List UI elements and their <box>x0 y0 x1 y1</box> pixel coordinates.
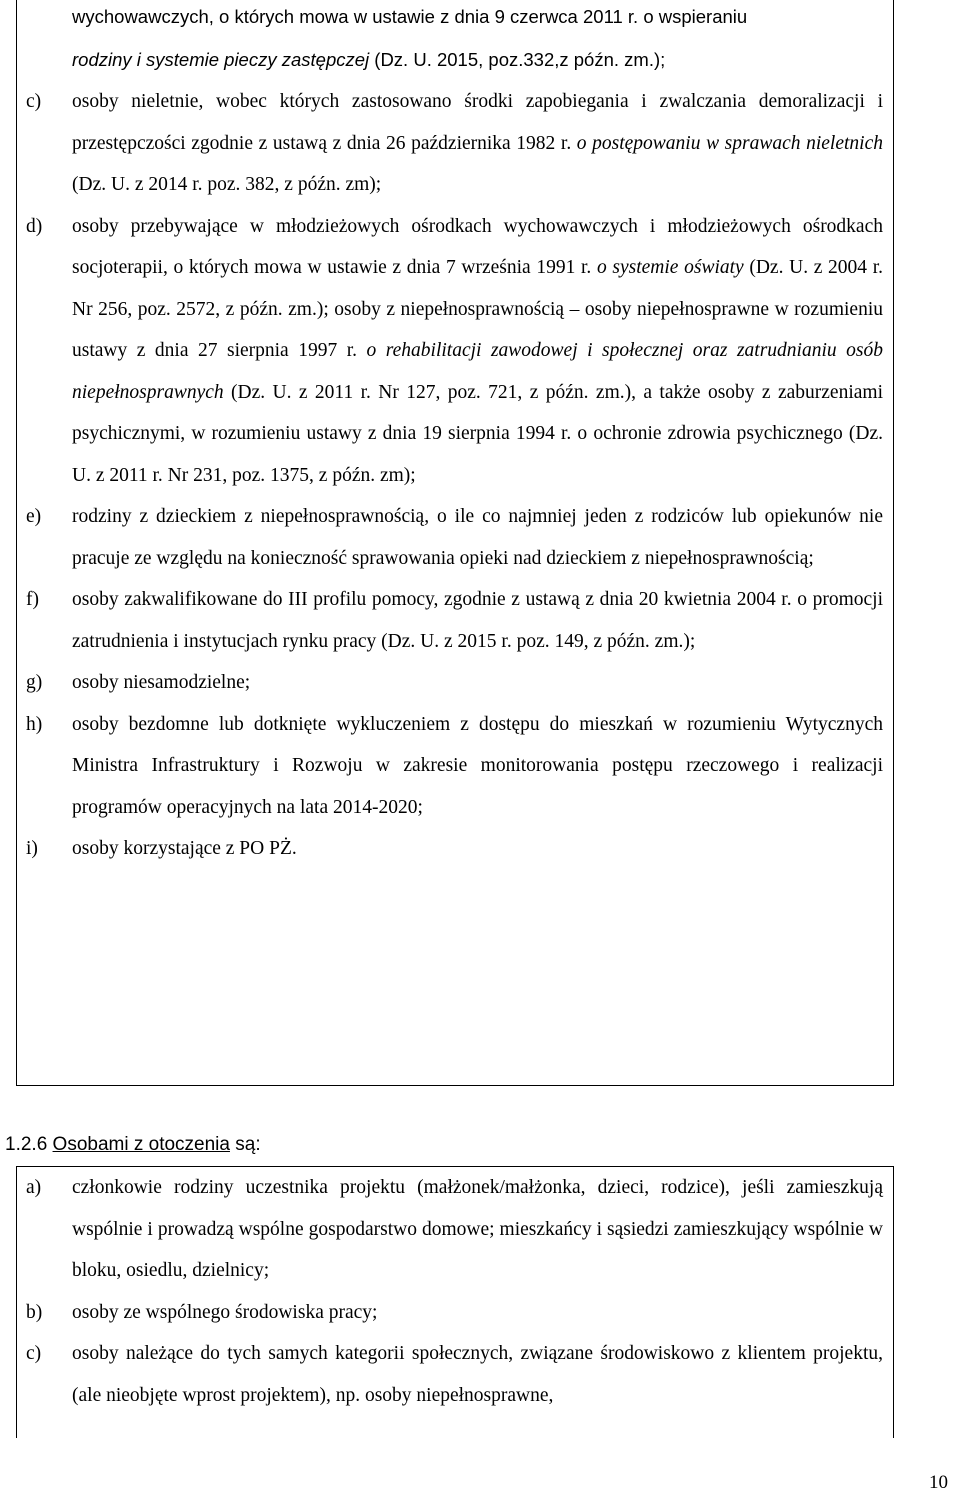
surroundings-list-box <box>16 1166 894 1438</box>
list-marker: h) <box>26 713 43 735</box>
list-item-h <box>17 704 893 829</box>
list-marker: f) <box>26 589 39 610</box>
item-text: osoby nieletnie, wobec których zastosowano środki zapobiegania i zwalczania demoralizacji i przestępczości zgodnie z ustawą z dnia 26 października 1982 r. <box>72 91 883 154</box>
list-marker: c) <box>26 91 42 112</box>
list-marker: e) <box>26 506 42 527</box>
item-text-2: (Dz. U. z 2004 r. Nr 256, poz. 2572, z późn. zm.); osoby z niepełnosprawnością – osoby niepełnosprawne w rozumieniu ustawy z dnia 27 sierpnia 1997 r. <box>72 257 884 361</box>
item-text: rodziny z dzieckiem z niepełnosprawnością, o ile co najmniej jeden z rodziców lub opiekunów nie pracuje ze względu na konieczność sprawowania opieki nad dzieckiem z niepełnosprawnością; <box>72 506 883 569</box>
continuation-citation: (Dz. U. 2015, poz.332,z późn. zm.); <box>369 48 666 70</box>
eligibility-list-box <box>16 0 894 1086</box>
page-number: 10 <box>929 1472 948 1493</box>
continuation-italic-title: rodziny i systemie pieczy zastępczej <box>72 48 370 70</box>
continuation-line-1: wychowawczych, o których mowa w ustawie z dnia 9 czerwca 2011 r. o wspieraniu <box>72 6 748 27</box>
item-text: osoby bezdomne lub dotknięte wykluczeniem z dostępu do mieszkań w rozumieniu Wytycznych Ministra Infrastruktury i Rozwoju w zakresie monitorowania postępu rzeczowego i realizacji programów operacyjnych na lata 2014-2020; <box>72 713 883 818</box>
item-text: osoby niesamodzielne; <box>72 672 251 693</box>
item-citation: (Dz. U. z 2014 r. poz. 382, z późn. zm); <box>72 174 382 195</box>
list-marker: a) <box>26 1177 42 1198</box>
section-title-rest: są: <box>229 1134 261 1155</box>
list-item-d <box>17 206 893 497</box>
list-marker: i) <box>26 838 38 859</box>
list-item-a <box>17 1167 893 1292</box>
item-text: osoby należące do tych samych kategorii społecznych, związane środowiskowo z klientem projektu, (ale nieobjęte wprost projektem), np. osoby niepełnosprawne, <box>72 1343 883 1406</box>
section-heading <box>5 1134 261 1156</box>
list-marker: g) <box>26 672 43 693</box>
item-text: osoby korzystające z PO PŻ. <box>72 838 297 859</box>
act-title-italic: o postępowaniu w sprawach nieletnich <box>576 132 883 154</box>
list-item-f <box>17 579 893 662</box>
section-number: 1.2.6 <box>5 1134 53 1155</box>
list-item-c <box>17 1333 893 1416</box>
list-item-b <box>17 1292 893 1334</box>
list-marker: b) <box>26 1301 43 1323</box>
list-item-g <box>17 662 893 704</box>
item-text: osoby przebywające w młodzieżowych ośrodkach wychowawczych i młodzieżowych ośrodkach socjoterapii, o których mowa w ustawie z dnia 7 września 1991 r. <box>72 215 883 278</box>
item-text: członkowie rodziny uczestnika projektu (małżonek/małżonka, dzieci, rodzice), jeśli zamieszkują wspólnie i prowadzą wspólne gospodarstwo domowe; mieszkańcy i sąsiedzi zamieszkujący wspólnie w bloku, osiedlu, dzielnicy; <box>72 1177 883 1281</box>
list-item-e <box>17 496 893 579</box>
item-text-3: (Dz. U. z 2011 r. Nr 127, poz. 721, z późn. zm.), a także osoby z zaburzeniami psychicznymi, w rozumieniu ustawy z dnia 19 sierpnia 1994 r. o ochronie zdrowia psychicznego (Dz. U. z 2011 r. Nr 231, poz. 1375, z późn. zm); <box>72 381 883 486</box>
list-item-c <box>17 81 893 206</box>
list-marker: c) <box>26 1343 42 1364</box>
list-item-i <box>17 828 893 870</box>
item-text: osoby ze wspólnego środowiska pracy; <box>72 1301 378 1323</box>
list-marker: d) <box>26 215 43 237</box>
act-title-italic-2: o rehabilitacji zawodowej i społecznej oraz zatrudnianiu osób niepełnosprawnych <box>72 340 883 403</box>
act-title-italic: o systemie oświaty <box>596 257 744 278</box>
item-b-continuation <box>17 0 893 81</box>
item-text: osoby zakwalifikowane do III profilu pomocy, zgodnie z ustawą z dnia 20 kwietnia 2004 r. o promocji zatrudnienia i instytucjach rynku pracy (Dz. U. z 2015 r. poz. 149, z późn. zm.); <box>72 589 883 652</box>
section-title-underlined: Osobami z otoczenia <box>52 1134 230 1155</box>
